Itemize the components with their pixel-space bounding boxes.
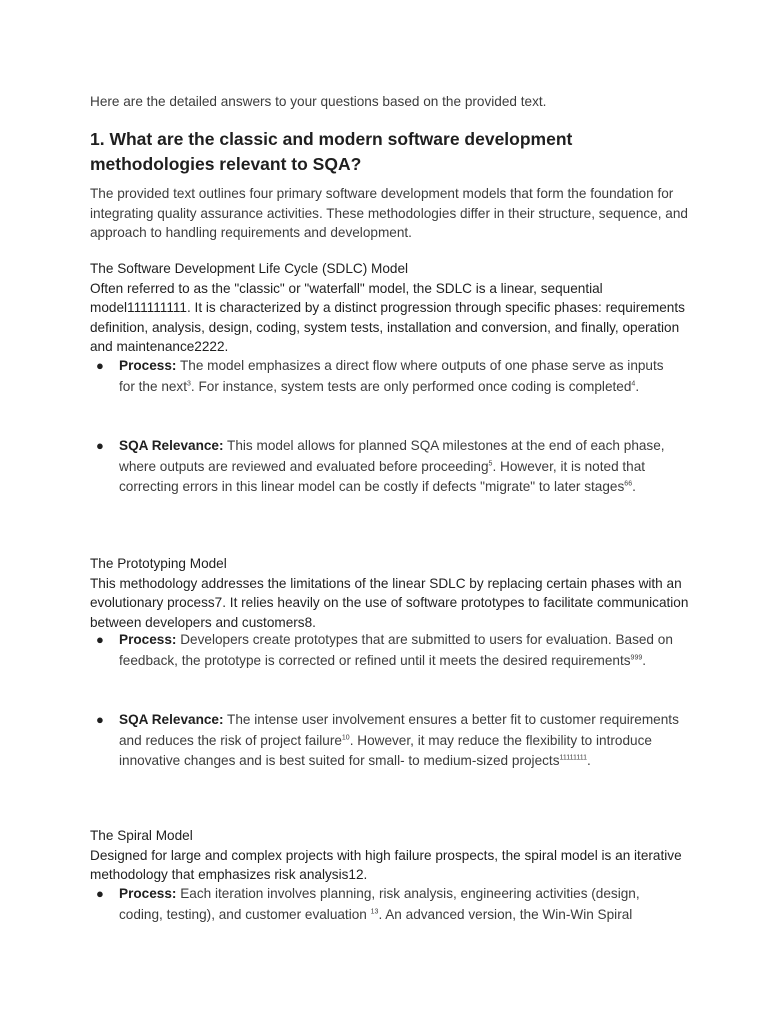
sdlc-description: Often referred to as the "classic" or "waterfall" model, the SDLC is a linear, sequential model111111111. It is characterized by a distinct progression through specific phases: requirements definition, analysis, design, coding, system tests, installation and conversion, and finally, operation and maintenance2222. [90,280,685,354]
overview-paragraph: The provided text outlines four primary software development models that form the foundation for integrating quality assurance activities. These methodologies differ in their structure, sequence, and approach to handling requirements and development. [90,186,688,240]
bullet-icon: ● [96,712,104,727]
prototyping-relevance-bullet: ● SQA Relevance: The intense user involvement ensures a better fit to customer requirements and reduces the risk of project failure$^{10}$. However, it may reduce the flexibility to introduce innovative changes and is best suited for small- to medium-sized projects$^{11111111}$. [96,712,679,768]
sqa-relevance-label: SQA Relevance: [119,438,224,453]
prototyping-section [90,554,690,632]
bullet-icon: ● [96,886,104,901]
bullet-icon: ● [96,632,104,647]
footnote-ref: 3 [187,379,191,387]
prototyping-process-bullet: ● Process: Developers create prototypes that are submitted to users for evaluation. Based on feedback, the prototype is corrected or refined until it meets the desired requirements$^{999}$. [96,632,673,668]
sdlc-title: The Software Development Life Cycle (SDLC) Model [90,261,409,276]
bullet-icon: ● [96,438,104,453]
sdlc-relevance-bullet: ● SQA Relevance: This model allows for planned SQA milestones at the end of each phase, where outputs are reviewed and evaluated before proceeding$^5$. However, it is noted that correcting errors in this linear model can be costly if defects "migrate" to later stages$^{66}$. [96,438,665,494]
spiral-description: Designed for large and complex projects with high failure prospects, the spiral model is an iterative methodology that emphasizes risk analysis12. [90,847,682,882]
question-heading: 1. What are the classic and modern software development methodologies relevant to SQA? [90,129,573,174]
footnote-ref: 11111111 [559,754,588,762]
intro-text: Here are the detailed answers to your questions based on the provided text. [90,94,547,109]
spiral-process-bullet: ● Process: Each iteration involves planning, risk analysis, engineering activities (design, coding, testing), and customer evaluation $^{13}$. An advanced version, the Win-Win Spiral [96,886,640,922]
footnote-ref: 13 [370,907,379,915]
sqa-relevance-label: SQA Relevance: [119,712,224,727]
prototyping-description: This methodology addresses the limitations of the linear SDLC by replacing certain phases with an evolutionary process7. It relies heavily on the use of software prototypes to facilitate communication between developers and customers8. [90,575,689,630]
process-label: Process: [119,632,177,647]
sdlc-process-bullet: ● Process: The model emphasizes a direct flow where outputs of one phase serve as inputs for the next$^3$. For instance, system tests are only performed once coding is completed$^4$. [96,358,664,394]
footnote-ref: 999 [630,653,643,661]
footnote-ref: 10 [341,733,350,741]
spiral-title: The Spiral Model [90,828,193,843]
process-label: Process: [119,886,177,901]
process-label: Process: [119,358,177,373]
bullet-icon: ● [96,358,104,373]
footnote-ref: 66 [624,480,633,488]
prototyping-title: The Prototyping Model [90,556,227,571]
sdlc-section [90,259,690,357]
spiral-section [90,826,690,885]
footnote-ref: 5 [488,459,493,467]
footnote-ref: 4 [631,379,636,387]
